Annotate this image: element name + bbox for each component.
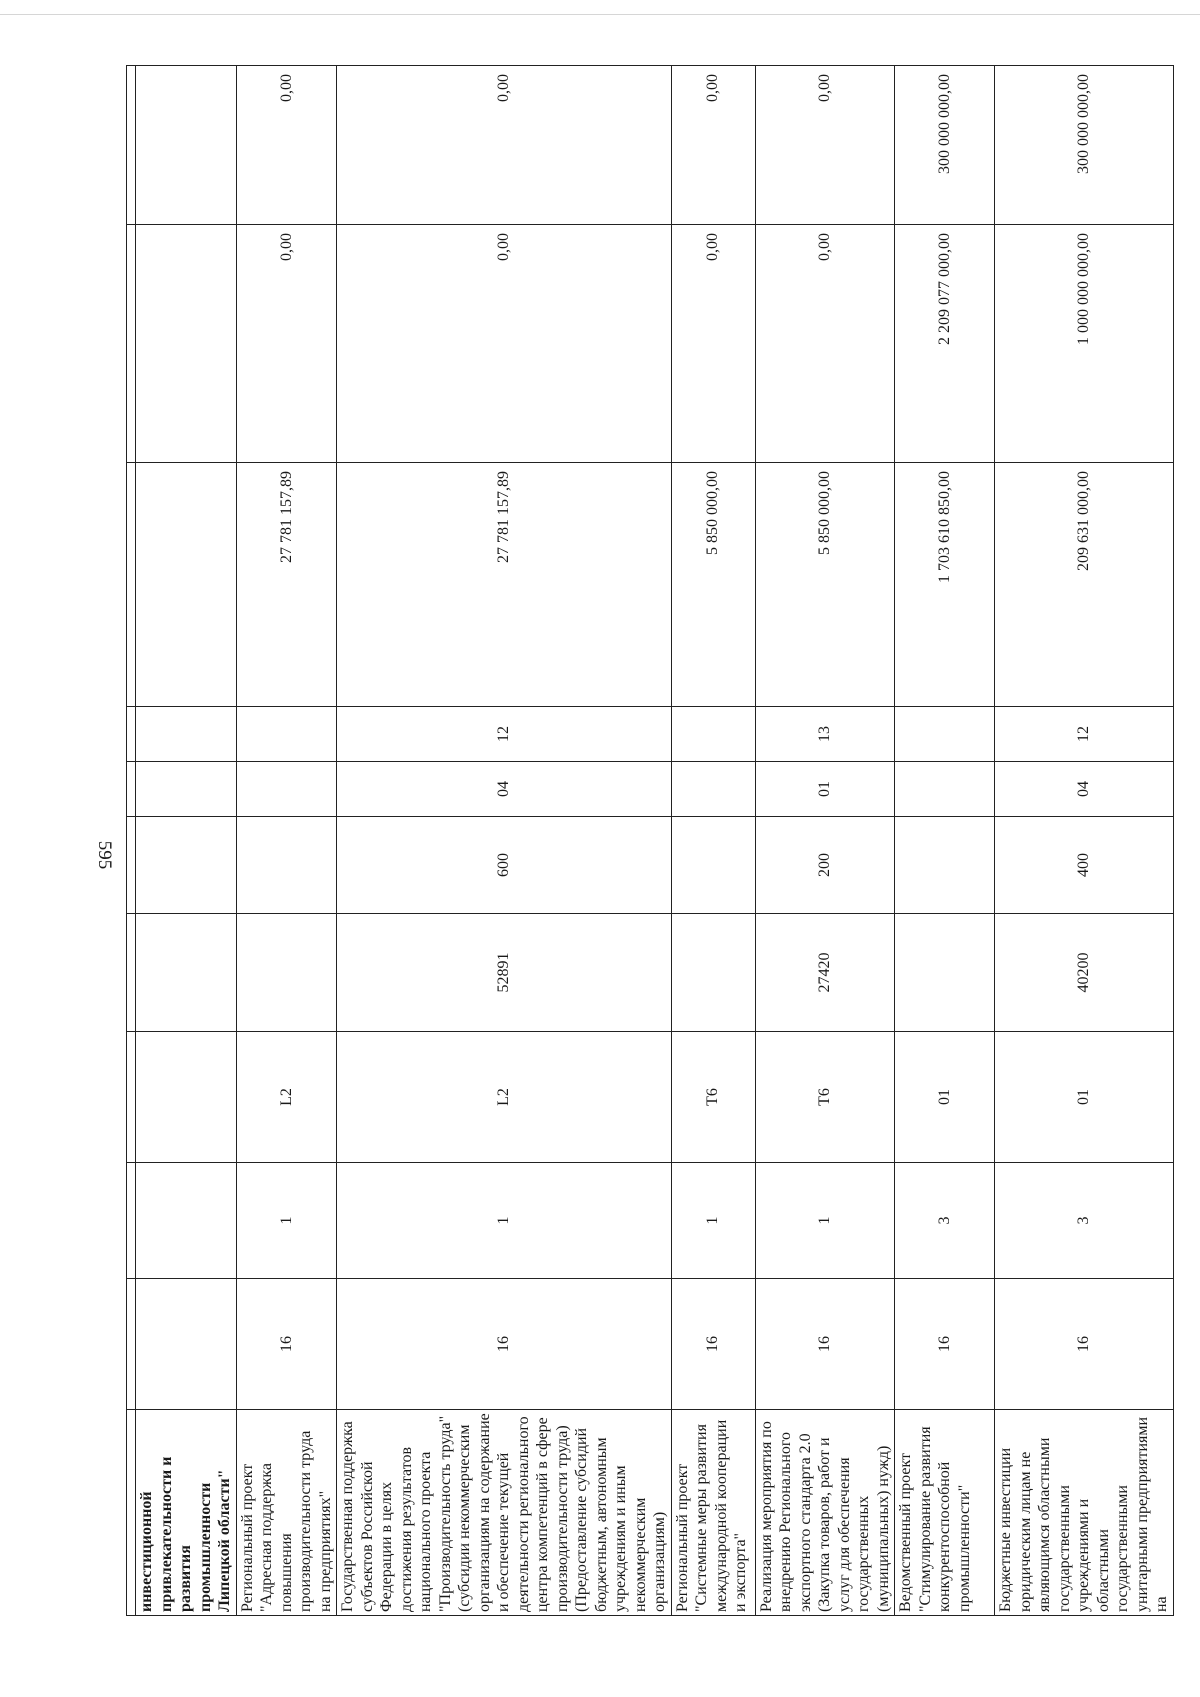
code-col-2: 1	[671, 1163, 755, 1279]
amount-col-3	[136, 66, 237, 225]
table-row	[895, 66, 995, 1616]
code-col-7	[136, 707, 237, 762]
code-col-4	[671, 914, 755, 1032]
code-col-6	[671, 762, 755, 817]
code-col-4: 40200	[995, 914, 1174, 1032]
code-col-3: 01	[895, 1032, 995, 1163]
table-top-strip	[127, 66, 136, 1616]
code-col-3: T6	[755, 1032, 895, 1163]
code-col-3: L2	[236, 1032, 337, 1163]
code-col-4	[895, 914, 995, 1032]
code-col-5	[671, 817, 755, 914]
amount-col-3: 300 000 000,00	[895, 66, 995, 225]
amount-col-3: 0,00	[337, 66, 672, 225]
code-col-7	[236, 707, 337, 762]
budget-table-wrapper	[126, 66, 1170, 1616]
code-col-1: 16	[671, 1279, 755, 1410]
code-col-4	[236, 914, 337, 1032]
code-col-5	[236, 817, 337, 914]
amount-col-1: 27 781 157,89	[236, 463, 337, 707]
row-name: Реализация мероприятия по внедрению Регионального экспортного стандарта 2.0 (Закупка товаров, работ и услуг для обеспечения государственных (муниципальных) нужд)	[755, 1410, 895, 1616]
code-col-3: L2	[337, 1032, 672, 1163]
row-name: Ведомственный проект "Стимулирование развития конкурентоспособной промышленности"	[895, 1410, 995, 1616]
page-number: 595	[94, 840, 115, 870]
amount-col-2: 0,00	[236, 225, 337, 463]
code-col-6: 01	[755, 762, 895, 817]
table-row	[337, 66, 672, 1616]
code-col-7: 12	[337, 707, 672, 762]
amount-col-2: 2 209 077 000,00	[895, 225, 995, 463]
code-col-7: 13	[755, 707, 895, 762]
amount-col-2: 0,00	[755, 225, 895, 463]
table-row	[995, 66, 1174, 1616]
amount-col-1	[136, 463, 237, 707]
amount-col-1: 27 781 157,89	[337, 463, 672, 707]
code-col-1: 16	[337, 1279, 672, 1410]
amount-col-3: 0,00	[236, 66, 337, 225]
amount-col-2: 1 000 000 000,00	[995, 225, 1174, 463]
table-row	[755, 66, 895, 1616]
code-col-1	[136, 1279, 237, 1410]
code-col-6: 04	[995, 762, 1174, 817]
code-col-2: 3	[895, 1163, 995, 1279]
amount-col-2	[136, 225, 237, 463]
code-col-1: 16	[236, 1279, 337, 1410]
table-row	[236, 66, 337, 1616]
amount-col-3: 0,00	[671, 66, 755, 225]
code-col-3: T6	[671, 1032, 755, 1163]
code-col-6	[236, 762, 337, 817]
code-col-5	[136, 817, 237, 914]
code-col-7	[895, 707, 995, 762]
table-body	[127, 66, 1174, 1616]
code-col-5	[895, 817, 995, 914]
amount-col-3: 0,00	[755, 66, 895, 225]
table-row	[671, 66, 755, 1616]
code-col-6	[895, 762, 995, 817]
budget-table	[126, 65, 1174, 1616]
code-col-5: 200	[755, 817, 895, 914]
amount-col-1: 1 703 610 850,00	[895, 463, 995, 707]
code-col-2: 3	[995, 1163, 1174, 1279]
top-edge-line	[0, 14, 1200, 15]
code-col-3: 01	[995, 1032, 1174, 1163]
code-col-4: 27420	[755, 914, 895, 1032]
code-col-6: 04	[337, 762, 672, 817]
code-col-1: 16	[995, 1279, 1174, 1410]
code-col-7: 12	[995, 707, 1174, 762]
amount-col-1: 5 850 000,00	[671, 463, 755, 707]
code-col-4	[136, 914, 237, 1032]
amount-col-1: 209 631 000,00	[995, 463, 1174, 707]
code-col-5: 400	[995, 817, 1174, 914]
row-name: Региональный проект "Адресная поддержка повышения производительности труда на предприятиях"	[236, 1410, 337, 1616]
code-col-2: 1	[337, 1163, 672, 1279]
code-col-1: 16	[755, 1279, 895, 1410]
code-col-6	[136, 762, 237, 817]
code-col-1: 16	[895, 1279, 995, 1410]
code-col-2: 1	[755, 1163, 895, 1279]
amount-col-3: 300 000 000,00	[995, 66, 1174, 225]
code-col-5: 600	[337, 817, 672, 914]
row-name: Государственная поддержка субъектов Российской Федерации в целях достижения результатов национального проекта "Производительность труда" (субсидии некоммерческим организациям на содержание и обеспечение текущей деятельности регионального центра компетенций в сфере производительности труда) (Предоставление субсидий бюджетным, автономным учреждениям и иным некоммерческим организациям)	[337, 1410, 672, 1616]
code-col-4: 52891	[337, 914, 672, 1032]
amount-col-1: 5 850 000,00	[755, 463, 895, 707]
code-col-2: 1	[236, 1163, 337, 1279]
code-col-3	[136, 1032, 237, 1163]
row-name: Региональный проект "Системные меры развития международной кооперации и экспорта"	[671, 1410, 755, 1616]
row-name: инвестиционной привлекательности и развития промышленности Липецкой области"	[136, 1410, 237, 1616]
table-row	[136, 66, 237, 1616]
code-col-2	[136, 1163, 237, 1279]
code-col-7	[671, 707, 755, 762]
amount-col-2: 0,00	[337, 225, 672, 463]
row-name: Бюджетные инвестиции юридическим лицам не являющимся областными государственными учреждениями и областными государственными унитарными предприятиями на	[995, 1410, 1174, 1616]
amount-col-2: 0,00	[671, 225, 755, 463]
rotated-table-area	[126, 66, 1170, 1616]
